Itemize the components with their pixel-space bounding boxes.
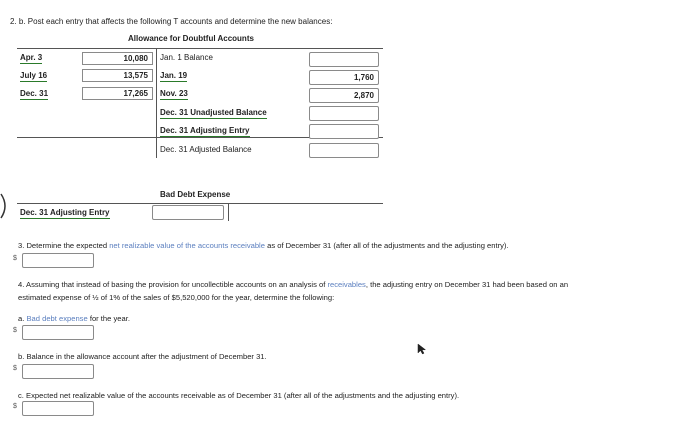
allowance-adjusting-input[interactable] [309, 124, 379, 139]
q4c-prompt: c. Expected net realizable value of the accounts receivable as of December 31 (after all of the adjustments and the adjusting entry). [18, 391, 460, 400]
collapse-bracket-icon [0, 192, 12, 220]
q3-currency: $ [13, 255, 17, 262]
bad-debt-adjusting-input[interactable] [152, 205, 224, 220]
bad-debt-left-label: Dec. 31 Adjusting Entry [20, 208, 110, 217]
q4c-nrv-input[interactable] [22, 401, 94, 416]
q4b-allowance-balance-input[interactable] [22, 364, 94, 379]
bad-debt-top-rule [17, 203, 383, 204]
allowance-left-label-2: Dec. 31 [20, 89, 49, 98]
allowance-right-label-3: Dec. 31 Unadjusted Balance [160, 108, 267, 117]
allowance-left-value-0: 10,080 [123, 54, 148, 63]
q4a-prompt: a. Bad debt expense for the year. [18, 314, 130, 323]
q4b-currency: $ [13, 365, 17, 372]
allowance-left-label-0: Apr. 3 [20, 53, 43, 62]
allowance-right-label-0: Jan. 1 Balance [160, 53, 213, 62]
allowance-left-value-1: 13,575 [123, 71, 148, 80]
q4-prompt-line2: estimated expense of ½ of 1% of the sales of $5,520,000 for the year, determine the following: [18, 293, 335, 302]
bad-debt-title: Bad Debt Expense [160, 190, 231, 199]
q2-prompt: 2. b. Post each entry that affects the following T accounts and determine the new balances: [10, 17, 333, 26]
allowance-jan1-balance-input[interactable] [309, 52, 379, 67]
allowance-title: Allowance for Doubtful Accounts [128, 34, 254, 43]
q4a-bad-debt-input[interactable] [22, 325, 94, 340]
q3-nrv-input[interactable] [22, 253, 94, 268]
bad-debt-center-rule [228, 203, 229, 221]
allowance-unadjusted-input[interactable] [309, 106, 379, 121]
allowance-right-value-2: 2,870 [353, 91, 374, 100]
allowance-right-label-2: Nov. 23 [160, 89, 188, 98]
q4b-prompt: b. Balance in the allowance account after the adjustment of December 31. [18, 352, 267, 361]
allowance-left-label-1: July 16 [20, 71, 48, 80]
allowance-right-label-4: Dec. 31 Adjusting Entry [160, 126, 250, 135]
allowance-center-rule [156, 48, 157, 158]
allowance-right-label-1: Jan. 19 [160, 71, 188, 80]
allowance-right-value-1: 1,760 [353, 73, 374, 82]
allowance-left-value-2: 17,265 [123, 89, 148, 98]
allowance-right-label-5: Dec. 31 Adjusted Balance [160, 145, 252, 154]
q4c-currency: $ [13, 403, 17, 410]
allowance-adjusted-input[interactable] [309, 143, 379, 158]
allowance-top-rule [17, 48, 383, 49]
q3-prompt: 3. Determine the expected net realizable value of the accounts receivable as of December 31 (after all of the adjustments and the adjusting entry). [18, 241, 509, 250]
mouse-cursor-icon [417, 343, 427, 355]
q4a-currency: $ [13, 327, 17, 334]
q4-prompt-line1: 4. Assuming that instead of basing the provision for uncollectible accounts on an analysis of receivables, the adjusting entry on December 31 had been based on an [18, 280, 569, 289]
